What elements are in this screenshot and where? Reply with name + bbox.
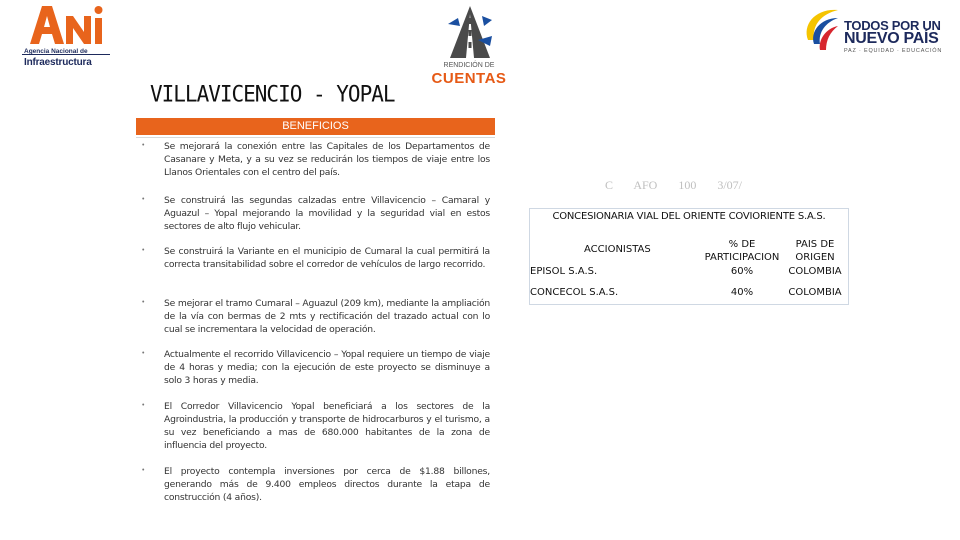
beneficios-header: BENEFICIOS — [136, 118, 495, 135]
colombia-swoosh-icon — [800, 6, 842, 56]
bullet-icon: • — [142, 247, 145, 254]
road-signpost-icon — [444, 4, 496, 62]
benefit-text: Actualmente el recorrido Villavicencio – Yopal requiere un tiempo de viaje de 4 horas y media; con la ejecución de este proyecto se disminuye a solo 3 horas y media. — [164, 349, 490, 386]
table-row — [530, 284, 848, 304]
benefit-text: El Corredor Villavicencio Yopal beneficiará a los sectores de la Agroindustria, la producción y transporte de hidrocarburos y el turismo, a su vez beneficiando a mas de 680.000 habitantes de la zona de influencia del proyecto. — [164, 401, 490, 451]
rendicion-small-text: RENDICIÓN DE — [443, 62, 495, 69]
header-accionistas: ACCIONISTAS — [584, 244, 651, 255]
table-cell-accionista: EPISOL S.A.S. — [530, 266, 598, 277]
header-pais-origen: PAIS DE ORIGEN — [795, 239, 835, 263]
beneficios-rule — [136, 137, 495, 138]
tpnp-line1: TODOS POR UN — [844, 18, 941, 33]
bullet-icon: • — [142, 402, 145, 409]
ani-logo — [10, 4, 110, 68]
ani-agency-text: Agencia Nacional de — [24, 48, 88, 55]
bullet-icon: • — [142, 467, 145, 474]
benefit-text: Se construirá las segundas calzadas entre Villavicencio – Camaral y Aguazul – Yopal mejorando la movilidad y la seguridad vial en estos sectores de alto flujo vehicular. — [164, 195, 490, 232]
bullet-icon: • — [142, 142, 145, 149]
table-cell-pct: 40% — [730, 287, 754, 298]
faded-text: C AFO 100 3/07/ — [605, 178, 743, 192]
benefit-text: El proyecto contempla inversiones por cerca de $1.88 billones, generando más de 9.400 empleos directos durante la etapa de construcción (4 años). — [164, 466, 490, 503]
bullet-icon: • — [142, 196, 145, 203]
benefit-text: Se construirá la Variante en el municipio de Cumaral la cual permitirá la correcta transitabilidad sobre el corredor de vehículos de largo recorrido. — [164, 246, 490, 270]
tpnp-line3: PAZ · EQUIDAD · EDUCACIÓN — [844, 48, 943, 54]
page-title: VILLAVICENCIO - YOPAL — [150, 81, 395, 107]
rendicion-cuentas-logo — [414, 4, 524, 88]
shareholders-table — [529, 208, 849, 305]
bullet-icon: • — [142, 299, 145, 306]
table-cell-pais: COLOMBIA — [788, 287, 842, 298]
bullet-icon: • — [142, 350, 145, 357]
todos-por-un-nuevo-pais-logo — [800, 6, 950, 56]
tpnp-line2: NUEVO PAÍS — [844, 30, 939, 47]
ani-logo-mark-icon — [26, 4, 110, 46]
rendicion-big-text: CUENTAS — [431, 70, 507, 87]
table-cell-pct: 60% — [730, 266, 754, 277]
table-cell-pais: COLOMBIA — [788, 266, 842, 277]
benefit-text: Se mejorar el tramo Cumaral – Aguazul (209 km), mediante la ampliación de la vía con bermas de 2 mts y rectificación del trazado actual con lo cual se incrementara la velocidad de operación. — [164, 298, 490, 335]
table-cell-accionista: CONCECOL S.A.S. — [530, 287, 619, 298]
table-title: CONCESIONARIA VIAL DEL ORIENTE COVIORIENTE S.A.S. — [552, 211, 826, 222]
table-header-row — [530, 238, 848, 284]
header-participacion: % DE PARTICIPACION — [704, 239, 780, 263]
ani-infra-text: Infraestructura — [24, 57, 92, 68]
benefit-text: Se mejorará la conexión entre las Capitales de los Departamentos de Casanare y Meta, y a su vez se reducirán los tiempos de viaje entre los Llanos Orientales con el centro del país. — [164, 141, 490, 178]
